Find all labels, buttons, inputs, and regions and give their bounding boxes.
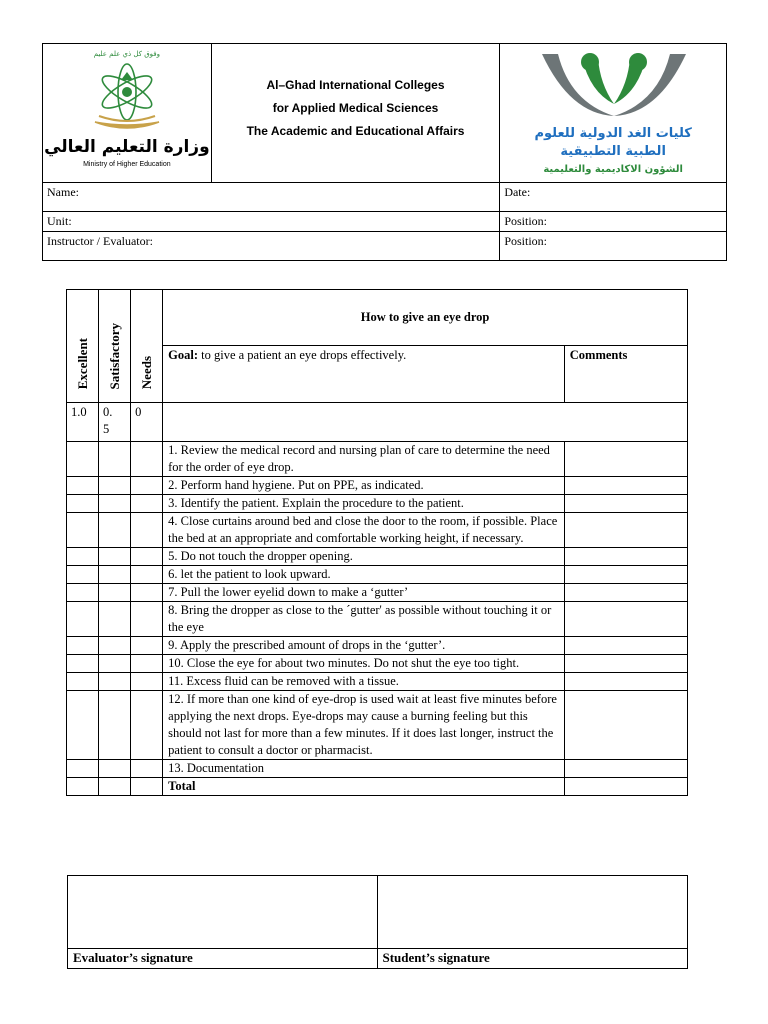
position-field-1[interactable] — [500, 212, 727, 232]
college-title-cell — [211, 44, 500, 183]
position-label-1: Position: — [504, 214, 547, 228]
ministry-name-english: Ministry of Higher Education — [83, 161, 171, 168]
table-row — [67, 691, 688, 760]
step-9-excellent-cell[interactable] — [67, 637, 99, 655]
table-row — [67, 637, 688, 655]
step-3-needs-cell[interactable] — [131, 495, 163, 513]
step-3-satisfactory-cell[interactable] — [99, 495, 131, 513]
step-5-needs-cell[interactable] — [131, 548, 163, 566]
step-11-excellent-cell[interactable] — [67, 673, 99, 691]
table-row — [67, 442, 688, 477]
step-2-satisfactory-cell[interactable] — [99, 477, 131, 495]
step-10-comment-cell[interactable] — [564, 655, 687, 673]
steps-body — [67, 442, 688, 778]
ministry-name-arabic: وزارة التعليم العالي — [44, 137, 210, 157]
step-7-needs-cell[interactable] — [131, 584, 163, 602]
student-signature-label: Student’s signature — [377, 949, 688, 969]
step-9-text: 9. Apply the prescribed amount of drops in the ‘gutter’. — [163, 637, 565, 655]
step-5-excellent-cell[interactable] — [67, 548, 99, 566]
total-excellent-cell[interactable] — [67, 778, 99, 796]
needs-score: 0 — [131, 403, 163, 442]
college-name-line3: The Academic and Educational Affairs — [246, 124, 465, 138]
ghad-name-arabic-line2: الطبية التطبيقية — [560, 144, 666, 159]
table-row — [67, 602, 688, 637]
score-row-blank — [163, 403, 688, 442]
excellent-score: 1.0 — [67, 403, 99, 442]
student-signature-box[interactable] — [377, 876, 688, 949]
position-field-2[interactable] — [500, 232, 727, 261]
step-12-excellent-cell[interactable] — [67, 691, 99, 760]
checklist-table — [66, 289, 688, 796]
table-row — [67, 673, 688, 691]
step-2-comment-cell[interactable] — [564, 477, 687, 495]
instructor-field[interactable] — [43, 232, 500, 261]
excellent-label: Excellent — [75, 337, 91, 389]
name-field[interactable] — [43, 183, 500, 212]
step-6-needs-cell[interactable] — [131, 566, 163, 584]
table-row — [67, 548, 688, 566]
step-1-satisfactory-cell[interactable] — [99, 442, 131, 477]
ghad-affairs-arabic: الشؤون الاكاديمية والتعليمية — [543, 164, 683, 175]
step-5-satisfactory-cell[interactable] — [99, 548, 131, 566]
step-6-satisfactory-cell[interactable] — [99, 566, 131, 584]
evaluator-signature-label: Evaluator’s signature — [68, 949, 378, 969]
name-label: Name: — [47, 185, 79, 199]
step-10-excellent-cell[interactable] — [67, 655, 99, 673]
step-3-text: 3. Identify the patient. Explain the procedure to the patient. — [163, 495, 565, 513]
step-13-satisfactory-cell[interactable] — [99, 760, 131, 778]
step-13-needs-cell[interactable] — [131, 760, 163, 778]
step-6-text: 6. let the patient to look upward. — [163, 566, 565, 584]
table-row — [67, 655, 688, 673]
step-3-comment-cell[interactable] — [564, 495, 687, 513]
step-1-needs-cell[interactable] — [131, 442, 163, 477]
position-label-2: Position: — [504, 234, 547, 248]
header-table — [42, 43, 727, 261]
step-9-needs-cell[interactable] — [131, 637, 163, 655]
instructor-label: Instructor / Evaluator: — [47, 234, 153, 248]
date-field[interactable] — [500, 183, 727, 212]
step-9-comment-cell[interactable] — [564, 637, 687, 655]
needs-column-header — [131, 290, 163, 403]
step-4-comment-cell[interactable] — [564, 513, 687, 548]
step-12-comment-cell[interactable] — [564, 691, 687, 760]
step-3-excellent-cell[interactable] — [67, 495, 99, 513]
college-name-line1: Al–Ghad International Colleges — [266, 78, 445, 92]
step-11-text: 11. Excess fluid can be removed with a tissue. — [163, 673, 565, 691]
comments-header: Comments — [564, 346, 687, 403]
total-comments-cell[interactable] — [564, 778, 687, 796]
step-7-comment-cell[interactable] — [564, 584, 687, 602]
table-row — [67, 477, 688, 495]
step-12-needs-cell[interactable] — [131, 691, 163, 760]
step-13-text: 13. Documentation — [163, 760, 565, 778]
table-row — [67, 513, 688, 548]
step-11-comment-cell[interactable] — [564, 673, 687, 691]
step-8-needs-cell[interactable] — [131, 602, 163, 637]
step-1-comment-cell[interactable] — [564, 442, 687, 477]
unit-label: Unit: — [47, 214, 72, 228]
excellent-column-header — [67, 290, 99, 403]
date-label: Date: — [504, 185, 531, 199]
step-13-excellent-cell[interactable] — [67, 760, 99, 778]
step-8-excellent-cell[interactable] — [67, 602, 99, 637]
step-2-excellent-cell[interactable] — [67, 477, 99, 495]
checklist-title: How to give an eye drop — [163, 290, 688, 346]
step-11-needs-cell[interactable] — [131, 673, 163, 691]
ministry-motto: وفوق كل ذي علم عليم — [93, 50, 161, 58]
step-8-text: 8. Bring the dropper as close to the ´gutter' as possible without touching it or the eye — [163, 602, 565, 637]
ghad-colleges-logo-icon — [500, 44, 727, 124]
ghad-logo-cell — [500, 44, 727, 183]
step-4-text: 4. Close curtains around bed and close the door to the room, if possible. Place the bed at an appropriate and comfortable working height, if necessary. — [163, 513, 565, 548]
step-1-excellent-cell[interactable] — [67, 442, 99, 477]
satisfactory-score: 0. 5 — [99, 403, 131, 442]
step-2-needs-cell[interactable] — [131, 477, 163, 495]
step-12-text: 12. If more than one kind of eye-drop is used wait at least five minutes before applying the next drops. Eye-drops may cause a burning feeling but this should not last for more than a few minutes. If it does last longer, instruct the patient to consult a doctor or pharmacist. — [163, 691, 565, 760]
ministry-logo-cell — [43, 44, 212, 183]
step-7-satisfactory-cell[interactable] — [99, 584, 131, 602]
table-row — [67, 760, 688, 778]
step-7-excellent-cell[interactable] — [67, 584, 99, 602]
goal-cell — [163, 346, 565, 403]
total-label: Total — [163, 778, 565, 796]
step-9-satisfactory-cell[interactable] — [99, 637, 131, 655]
step-10-satisfactory-cell[interactable] — [99, 655, 131, 673]
step-5-text: 5. Do not touch the dropper opening. — [163, 548, 565, 566]
step-10-needs-cell[interactable] — [131, 655, 163, 673]
ghad-name-arabic-line1: كليات الغد الدولية للعلوم — [534, 126, 692, 141]
table-row — [67, 584, 688, 602]
evaluator-signature-box[interactable] — [68, 876, 378, 949]
college-name-line2: for Applied Medical Sciences — [272, 101, 439, 115]
step-10-text: 10. Close the eye for about two minutes. Do not shut the eye too tight. — [163, 655, 565, 673]
step-8-satisfactory-cell[interactable] — [99, 602, 131, 637]
step-4-needs-cell[interactable] — [131, 513, 163, 548]
step-1-text: 1. Review the medical record and nursing plan of care to determine the need for the order of eye drop. — [163, 442, 565, 477]
needs-label: Needs — [139, 355, 155, 389]
unit-field[interactable] — [43, 212, 500, 232]
step-12-satisfactory-cell[interactable] — [99, 691, 131, 760]
step-2-text: 2. Perform hand hygiene. Put on PPE, as indicated. — [163, 477, 565, 495]
total-satisfactory-cell[interactable] — [99, 778, 131, 796]
step-7-text: 7. Pull the lower eyelid down to make a ‘gutter’ — [163, 584, 565, 602]
step-11-satisfactory-cell[interactable] — [99, 673, 131, 691]
table-row — [67, 566, 688, 584]
goal-text: to give a patient an eye drops effectively. — [198, 348, 407, 362]
step-4-excellent-cell[interactable] — [67, 513, 99, 548]
total-needs-cell[interactable] — [131, 778, 163, 796]
signatures-table — [67, 875, 688, 969]
step-6-excellent-cell[interactable] — [67, 566, 99, 584]
satisfactory-label: Satisfactory — [107, 322, 123, 389]
goal-label: Goal: — [168, 348, 198, 362]
step-6-comment-cell[interactable] — [564, 566, 687, 584]
step-5-comment-cell[interactable] — [564, 548, 687, 566]
step-8-comment-cell[interactable] — [564, 602, 687, 637]
step-4-satisfactory-cell[interactable] — [99, 513, 131, 548]
satisfactory-column-header — [99, 290, 131, 403]
table-row — [67, 495, 688, 513]
step-13-comment-cell[interactable] — [564, 760, 687, 778]
